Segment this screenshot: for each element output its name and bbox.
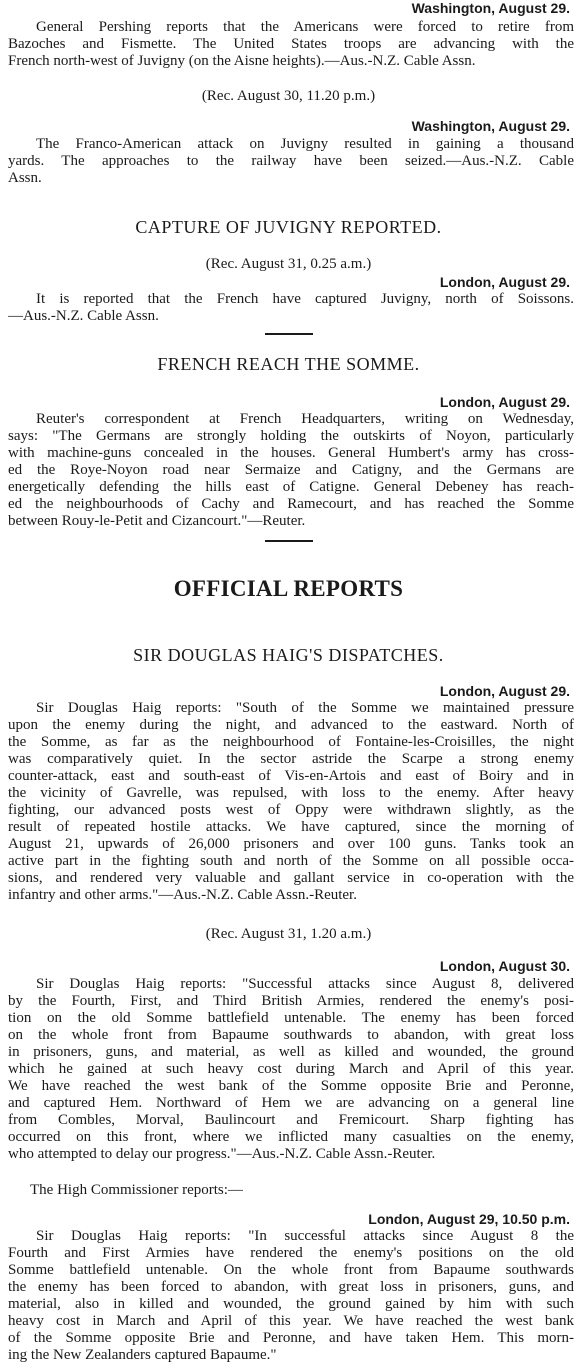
text-line: Fourth and First Armies have rendered the enemy's positions on the old <box>8 1245 574 1261</box>
text-line: was comparatively quiet. In the sector astride the Scarpe a strong enemy <box>8 751 574 767</box>
text-line: Sir Douglas Haig reports: "South of the Somme we maintained pressure <box>36 700 574 716</box>
section-divider <box>265 540 313 542</box>
dateline: London, August 30. <box>439 958 570 974</box>
text-line: the enemy has been forced to abandon, with great loss in prisoners, guns, and <box>8 1279 574 1295</box>
text-line: the Somme, as far as the neighbourhood of Fontaine-les-Croisilles, the night <box>8 734 574 750</box>
text-line: by the Fourth, First, and Third British Armies, rendered the enemy's posi- <box>8 993 574 1009</box>
text-line: heavy cost in March and April of this year. We have reached the west bank <box>8 1313 574 1329</box>
dateline: London, August 29, 10.50 p.m. <box>368 1211 570 1227</box>
text-line: between Rouy-le-Petit and Cizancourt."—Reuter. <box>8 513 306 529</box>
text-line: in prisoners, guns, and material, as well as killed and wounded, the ground <box>8 1044 574 1060</box>
section-divider <box>265 333 313 335</box>
text-line: Bazoches and Fismette. The United States troops are advancing with the <box>8 36 574 52</box>
headline-haig-dispatches: SIR DOUGLAS HAIG'S DISPATCHES. <box>133 647 444 664</box>
dateline: Washington, August 29. <box>411 118 570 134</box>
text-line: Reuter's correspondent at French Headquarters, writing on Wednesday, <box>36 411 574 427</box>
text-line: infantry and other arms."—Aus.-N.Z. Cable Assn.-Reuter. <box>8 887 357 903</box>
received-time: (Rec. August 31, 0.25 a.m.) <box>205 256 372 272</box>
headline-capture-of-juvigny: CAPTURE OF JUVIGNY REPORTED. <box>135 219 442 236</box>
text-line: active part in the fighting south and north of the Somme on all possible occa- <box>8 853 574 869</box>
text-line: yards. The approaches to the railway have been seized.—Aus.-N.Z. Cable <box>8 153 574 169</box>
text-line: from Combles, Morval, Baulincourt and Fremicourt. Sharp fighting has <box>8 1112 574 1128</box>
dateline: London, August 29. <box>439 274 570 290</box>
text-line: energetically defending the hills east of Catigne. General Debeney has reach- <box>8 479 574 495</box>
text-line: upon the enemy during the night, and advanced to the eastward. North of <box>8 717 574 733</box>
headline-french-reach-the-somme: FRENCH REACH THE SOMME. <box>157 356 420 373</box>
text-line: —Aus.-N.Z. Cable Assn. <box>8 308 159 324</box>
text-line: The High Commissioner reports:— <box>30 1182 243 1198</box>
text-line: which he gained at such heavy cost during March and April of this year. <box>8 1061 574 1077</box>
text-line: We have reached the west bank of the Somme opposite Brie and Peronne, <box>8 1078 574 1094</box>
dateline: London, August 29. <box>439 683 570 699</box>
text-line: The Franco-American attack on Juvigny resulted in gaining a thousand <box>36 136 574 152</box>
headline-official-reports: OFFICIAL REPORTS <box>173 576 404 601</box>
text-line: says: "The Germans are strongly holding the outskirts of Noyon, particularly <box>8 428 574 444</box>
text-line: French north-west of Juvigny (on the Aisne heights).—Aus.-N.Z. Cable Assn. <box>8 53 476 69</box>
text-line: ed the Roye-Noyon road near Sermaize and Catigny, and the Germans are <box>8 462 574 478</box>
text-line: tion on the old Somme battlefield untenable. The enemy has been forced <box>8 1010 574 1026</box>
text-line: Assn. <box>8 170 42 186</box>
text-line: and captured Hem. Northward of Hem we are advancing on a general line <box>8 1095 574 1111</box>
received-time: (Rec. August 31, 1.20 a.m.) <box>205 926 372 942</box>
dateline: Washington, August 29. <box>411 0 570 16</box>
text-line: It is reported that the French have captured Juvigny, north of Soissons. <box>36 291 574 307</box>
text-line: Sir Douglas Haig reports: "Successful attacks since August 8, delivered <box>36 976 574 992</box>
text-line: on the whole front from Bapaume southwards to abandon, with great loss <box>8 1027 574 1043</box>
text-line: occurred on this front, where we inflicted many casualties on the enemy, <box>8 1129 574 1145</box>
text-line: ed the neighbourhoods of Cachy and Ramecourt, and has reached the Somme <box>8 496 574 512</box>
text-line: August 21, upwards of 26,000 prisoners and over 100 guns. Tanks took an <box>8 836 574 852</box>
text-line: counter-attack, east and south-east of Vis-en-Artois and east of Boiry and in <box>8 768 574 784</box>
text-line: of the Somme opposite Brie and Peronne, and have taken Hem. This morn- <box>8 1330 574 1346</box>
text-line: who attempted to delay our progress."—Aus.-N.Z. Cable Assn.-Reuter. <box>8 1146 436 1162</box>
text-line: General Pershing reports that the Americans were forced to retire from <box>36 19 574 35</box>
text-line: fighting, our advanced posts west of Oppy were withdrawn slightly, as the <box>8 802 574 818</box>
text-line: Somme battlefield untenable. On the whole front from Bapaume southwards <box>8 1262 574 1278</box>
text-line: with machine-guns concealed in the houses. General Humbert's army has cross- <box>8 445 574 461</box>
dateline: London, August 29. <box>439 394 570 410</box>
text-line: material, also in killed and wounded, the ground gained by him with such <box>8 1296 574 1312</box>
text-line: the vicinity of Gavrelle, was repulsed, with loss to the enemy. After heavy <box>8 785 574 801</box>
received-time: (Rec. August 30, 11.20 p.m.) <box>201 88 376 104</box>
text-line: ing the New Zealanders captured Bapaume." <box>8 1347 277 1363</box>
text-line: Sir Douglas Haig reports: "In successful attacks since August 8 the <box>36 1228 574 1244</box>
text-line: sions, and rendered very valuable and gallant service in co-operation with the <box>8 870 574 886</box>
text-line: result of repeated hostile attacks. We have captured, since the morning of <box>8 819 574 835</box>
